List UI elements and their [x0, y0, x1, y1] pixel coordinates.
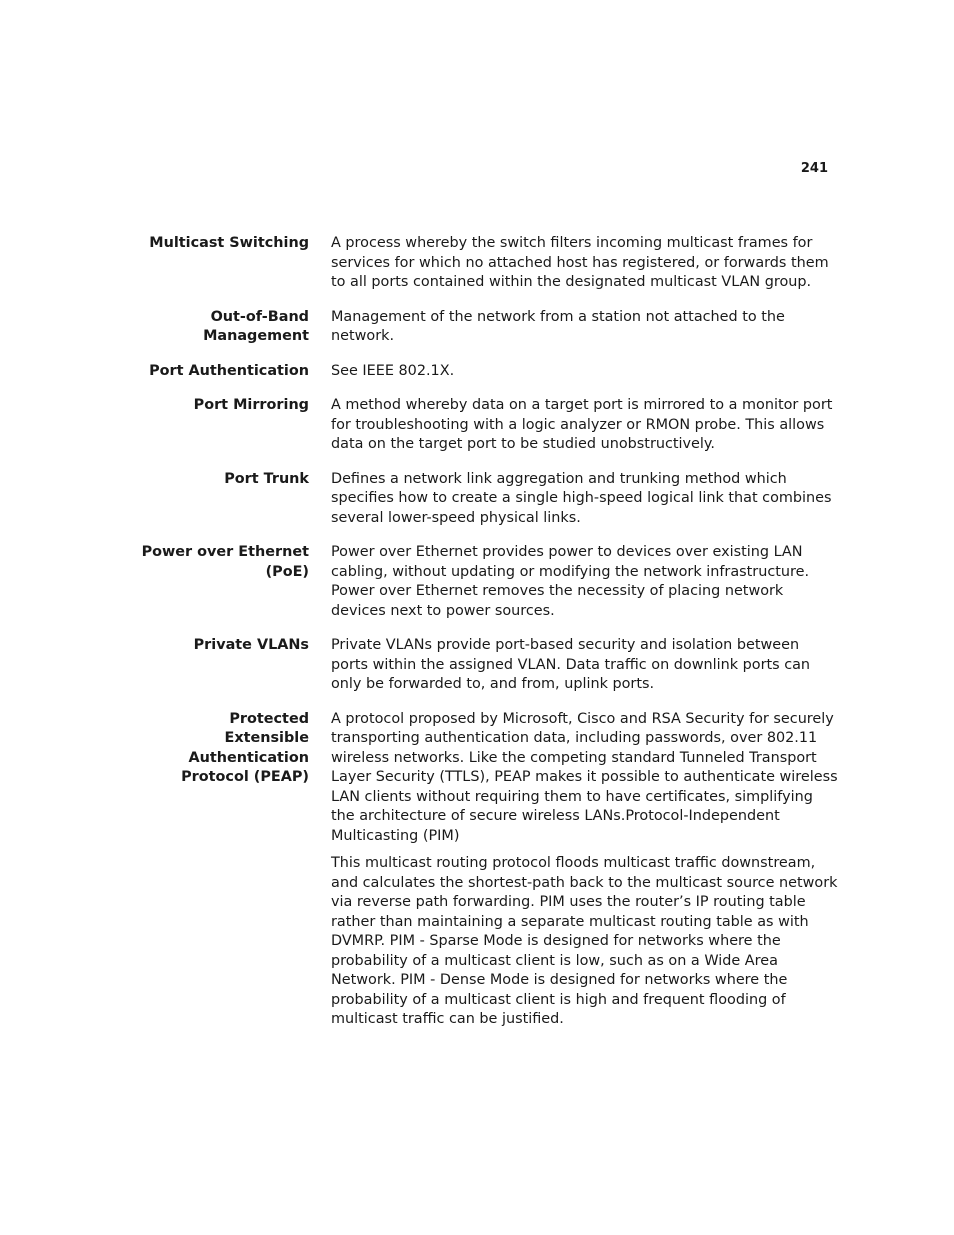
definition-paragraph: This multicast routing protocol floods multicast traffic downstream, and calculates the shortest-path back to the multicast source network via reverse path forwarding. PIM uses the router’s IP routing table rather than maintaining a separate multicast routing table as with DVMRP. PIM - Sparse Mode is designed for networks where the probability of a multicast client is low, such as on a Wide Area Network. PIM - Dense Mode is designed for networks where the probability of a multicast client is high and frequent flooding of multicast traffic can be justified.: [331, 855, 838, 1027]
glossary-term: [140, 362, 309, 382]
glossary-definition: [331, 543, 840, 621]
glossary-term: [140, 308, 309, 347]
glossary-definition: [331, 710, 840, 1030]
glossary-definition: [331, 396, 840, 455]
glossary-entry: [140, 470, 840, 529]
glossary-term: [140, 543, 309, 621]
definition-paragraph: Private VLANs provide port-based security and isolation between ports within the assigned VLAN. Data traffic on downlink ports can only be forwarded to, and from, uplink ports.: [331, 637, 811, 692]
glossary-definition: [331, 470, 840, 529]
term-line: Private VLANs: [193, 637, 309, 653]
term-line: (PoE): [265, 563, 309, 580]
definition-paragraph: A protocol proposed by Microsoft, Cisco and RSA Security for securely transporting authentication data, including passwords, over 802.11 wireless networks. Like the competing standard Tunneled Transport Layer Security (TTLS), PEAP makes it possible to authenticate wireless LAN clients without requiring them to have certificates, simplifying the architecture of secure wireless LANs.Protocol-Independent Multicasting (PIM): [331, 710, 838, 844]
glossary-entry: [140, 396, 840, 455]
term-line: Port Trunk: [224, 470, 309, 487]
glossary-term: [140, 396, 309, 455]
glossary-entry: [140, 543, 840, 621]
definition-paragraph: See IEEE 802.1X.: [331, 362, 455, 379]
glossary-term: [140, 710, 309, 1030]
glossary-term: [140, 636, 309, 695]
term-line: Port Authentication: [149, 362, 309, 379]
page-number: 241: [800, 161, 828, 176]
term-line: Authentication: [188, 749, 309, 766]
glossary-list: [140, 234, 840, 1045]
glossary-entry: [140, 308, 840, 347]
definition-paragraph: Management of the network from a station not attached to the network.: [331, 308, 785, 344]
definition-paragraph: A process whereby the switch filters incoming multicast frames for services for which no attached host has registered, or forwards them to all ports contained within the designated multicast VLAN group.: [331, 235, 829, 290]
glossary-term: [140, 234, 309, 293]
definition-paragraph: A method whereby data on a target port is mirrored to a monitor port for troubleshooting with a logic analyzer or RMON probe. This allows data on the target port to be studied unobstructively.: [331, 397, 833, 452]
glossary-entry: [140, 234, 840, 293]
definition-paragraph: Power over Ethernet provides power to devices over existing LAN cabling, without updating or modifying the network infrastructure. Power over Ethernet removes the necessity of placing network devices next to power sources.: [331, 544, 810, 619]
term-line: Management: [203, 328, 309, 344]
glossary-term: [140, 470, 309, 529]
glossary-definition: [331, 362, 840, 382]
glossary-definition: [331, 636, 840, 695]
glossary-definition: [331, 308, 840, 347]
term-line: Multicast Switching: [149, 235, 309, 251]
term-line: Protected Extensible: [224, 710, 309, 746]
glossary-entry: [140, 362, 840, 382]
term-line: Protocol (PEAP): [181, 769, 309, 785]
term-line: Out-of-Band: [210, 308, 309, 325]
term-line: Port Mirroring: [193, 397, 309, 413]
glossary-entry: [140, 710, 840, 1030]
term-line: Power over Ethernet: [141, 544, 309, 560]
definition-paragraph: Defines a network link aggregation and trunking method which specifies how to create a single high-speed logical link that combines several lower-speed physical links.: [331, 470, 832, 526]
glossary-definition: [331, 234, 840, 293]
glossary-entry: [140, 636, 840, 695]
